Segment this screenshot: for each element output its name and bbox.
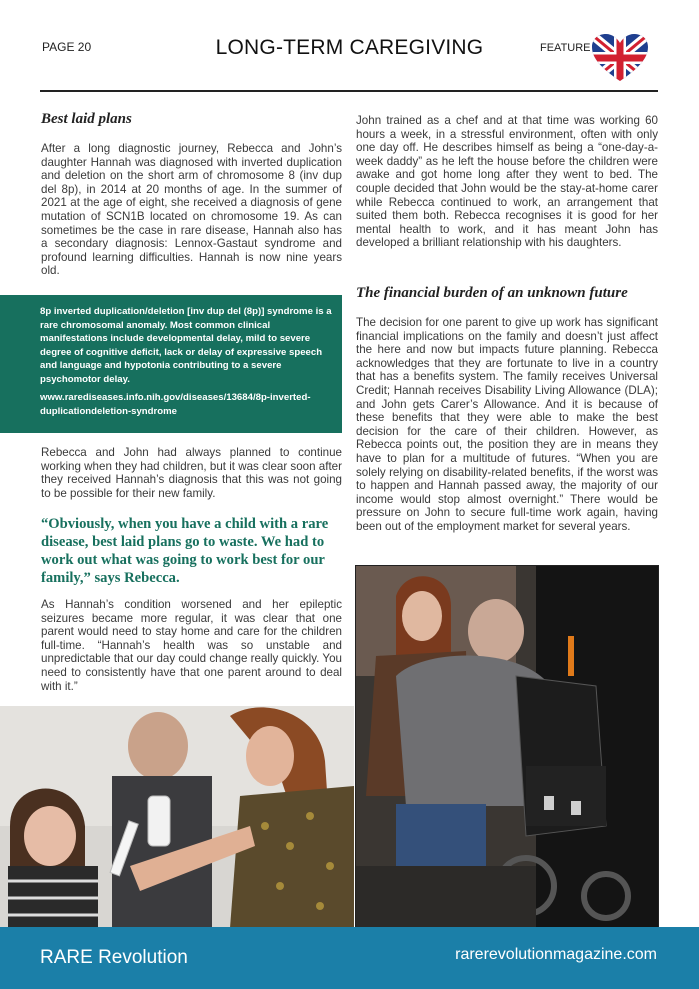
header-divider bbox=[40, 90, 658, 92]
page-number: PAGE 20 bbox=[42, 40, 92, 54]
section-label: FEATURE bbox=[540, 42, 591, 54]
footer-bar bbox=[0, 927, 699, 989]
family-medication-photo bbox=[0, 706, 354, 928]
paragraph: After a long diagnostic journey, Rebecca and John’s daughter Hannah was diagnosed with inverted duplication and deletion on the short arm of chromosome 8 (inv dup del 8p), in 2014 at 20 months of age. In the summer of 2021 at the age of eight, she received a diagnosis of gene mutation of SCN1B located on chromosome 19. As can sometimes be the case in rare disease, Hannah also has a secondary diagnosis: Lennox-Gastaut syndrome and profound learning difficulties. Hannah is now nine years old. bbox=[41, 142, 342, 278]
paragraph: As Hannah’s condition worsened and her epileptic seizures became more regular, it was clear that one parent would need to stay home and care for the children full-time. “Hannah’s health was so unstable and unpredictable that our day could change really quickly. You need to consistently have that one parent around to deal with it.” bbox=[41, 598, 342, 693]
page-title: LONG-TERM CAREGIVING bbox=[215, 36, 484, 59]
paragraph: John trained as a chef and at that time was working 60 hours a week, in a stressful environment, often with only one day off. He describes himself as being a “one-day-a-week daddy” as he left the house before the children were awake and got home long after they went to bed. The couple decided that John would be the stay-at-home carer while Rebecca continued to work, an arrangement that suited them both. Rebecca recognises it is good for her mental health to work, and it has meant John has developed a brilliant relationship with his daughters. bbox=[356, 114, 658, 250]
paragraph: Rebecca and John had always planned to continue working when they had children, but it was clear soon after they received Hannah’s diagnosis that this was not going to be possible for their new family. bbox=[41, 446, 342, 500]
left-paragraph-2 bbox=[41, 446, 342, 500]
section-heading-financial-burden: The financial burden of an unknown future bbox=[356, 285, 628, 301]
section-heading-best-laid-plans: Best laid plans bbox=[41, 111, 132, 127]
right-paragraph-1 bbox=[356, 114, 658, 250]
magazine-website-link[interactable]: rarerevolutionmagazine.com bbox=[455, 946, 657, 963]
callout-link[interactable]: www.rarediseases.info.nih.gov/diseases/13684/8p-inverted-duplicationdeletion-syndrome bbox=[40, 392, 311, 417]
left-paragraph-1 bbox=[41, 142, 342, 278]
union-jack-heart-icon bbox=[591, 34, 649, 82]
wheelchair-photo bbox=[356, 566, 658, 928]
info-callout-box bbox=[0, 295, 342, 433]
magazine-brand: RARE Revolution bbox=[40, 947, 188, 968]
pull-quote: “Obviously, when you have a child with a rare disease, best laid plans go to waste. We had to work out what was going to work best for our family,” says Rebecca. bbox=[41, 516, 329, 586]
paragraph: The decision for one parent to give up work has significant financial implications on the family and doesn’t just affect the here and now but impacts future planning. Rebecca acknowledges that they are fortunate to live in a country that has a benefits system. The family receives Universal Credit; Hannah receives Disability Living Allowance (DLA); and John gets Carer’s Allowance. And it is because of these benefits that they were able to make the best decision for the care of their children. However, as Rebecca points out, the position they are in means they have to plan for a multitude of futures. “When you are solely relying on disability-related benefits, if the worst was to happen and Hannah passed away, the majority of our income would stop almost overnight.” There would be pressure on John to secure full-time work again, having been out of the employment market for several years. bbox=[356, 316, 658, 533]
left-paragraph-3 bbox=[41, 598, 342, 693]
right-paragraph-2 bbox=[356, 316, 658, 534]
callout-text: 8p inverted duplication/deletion [inv dup del (8p)] syndrome is a rare chromosomal anomaly. Most common clinical manifestations include developmental delay, mild to severe degree of cognitive deficit, lack or delay of expressive speech and language and hypotonia contributing to a severe psychomotor delay. bbox=[40, 306, 332, 385]
